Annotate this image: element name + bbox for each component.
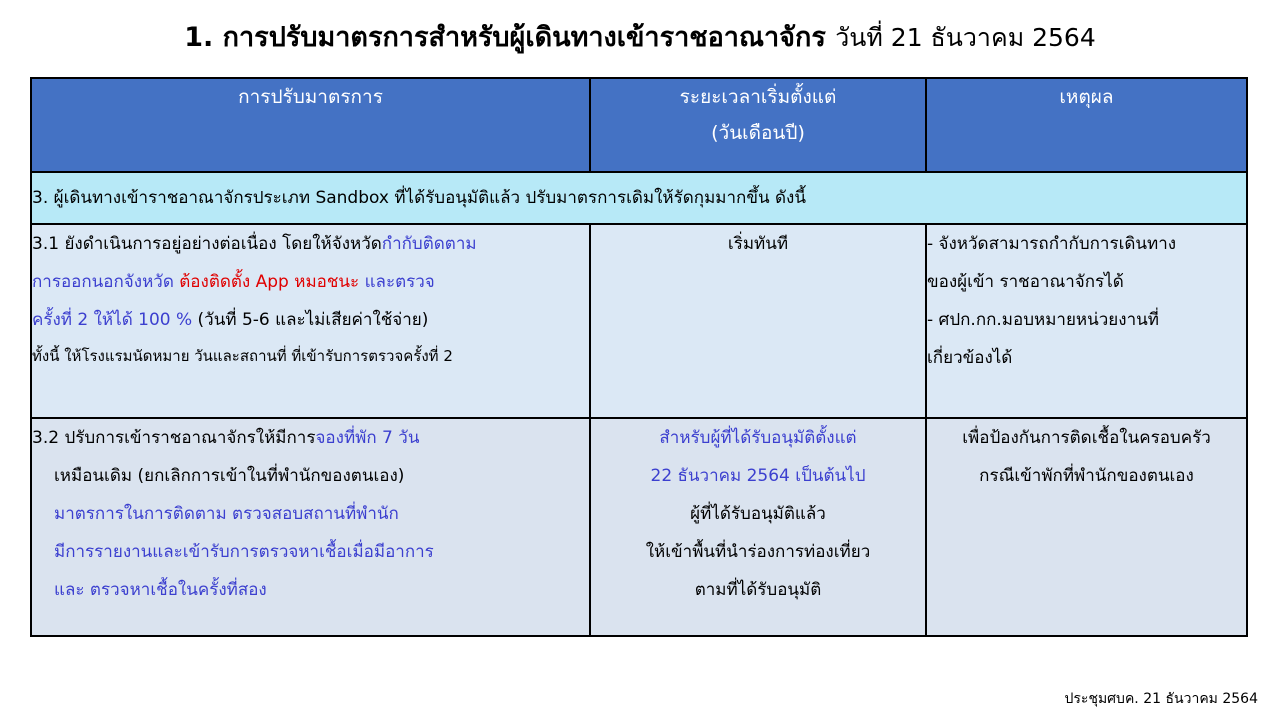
row2-period	[590, 418, 926, 636]
title-date: วันที่ 21 ธันวาคม 2564	[835, 23, 1096, 52]
row1-text: (วันที่ 5-6 และไม่เสียค่าใช้จ่าย)	[192, 310, 429, 330]
header-period	[590, 78, 926, 172]
title-main: 1. การปรับมาตรการสำหรับผู้เดินทางเข้าราชอาณาจักร	[184, 22, 826, 53]
row1-measure-line1	[32, 225, 589, 263]
page-title	[0, 18, 1280, 58]
footer-note: ประชุมศบค. 21 ธันวาคม 2564	[1064, 691, 1258, 707]
row2-reason	[926, 418, 1247, 636]
header-period-line1: ระยะเวลาเริ่มตั้งแต่	[679, 86, 837, 108]
row2-period-line3: ผู้ที่ได้รับอนุมัติแล้ว	[690, 504, 826, 524]
row1-highlight-blue: กำกับติดตาม	[381, 234, 477, 254]
row1-measure	[31, 224, 590, 418]
row1-text: 3.1 ยังดำเนินการอยู่อย่างต่อเนื่อง โดยให้จังหวัด	[32, 234, 382, 254]
row1-reason-line1: - จังหวัดสามารถกำกับการเดินทาง	[927, 234, 1177, 254]
row1-highlight-blue: และตรวจ	[359, 272, 435, 292]
table-row	[31, 418, 1247, 636]
section-heading: 3. ผู้เดินทางเข้าราชอาณาจักรประเภท Sandbox ที่ได้รับอนุมัติแล้ว ปรับมาตรการเดิมให้รัดกุมมากขึ้น ดังนี้	[31, 172, 1247, 224]
row2-measure-line3: มาตรการในการติดตาม ตรวจสอบสถานที่พำนัก	[54, 504, 399, 524]
row1-measure-line4: ทั้งนี้ ให้โรงแรมนัดหมาย วันและสถานที่ ที่เข้ารับการตรวจครั้งที่ 2	[32, 347, 453, 365]
row2-text: 3.2 ปรับการเข้าราชอาณาจักรให้มีการ	[32, 428, 316, 448]
row2-measure	[31, 418, 590, 636]
row2-measure-line5: และ ตรวจหาเชื้อในครั้งที่สอง	[54, 580, 267, 600]
row2-reason-line1: เพื่อป้องกันการติดเชื้อในครอบครัว	[962, 428, 1211, 448]
row1-measure-line2	[32, 263, 589, 301]
row2-period-line2: 22 ธันวาคม 2564 เป็นต้นไป	[650, 466, 866, 486]
row1-highlight-red: ต้องติดตั้ง App หมอชนะ	[179, 272, 360, 292]
measures-table	[30, 77, 1248, 637]
row2-period-line1: สำหรับผู้ที่ได้รับอนุมัติตั้งแต่	[659, 428, 857, 448]
row2-period-line4: ให้เข้าพื้นที่นำร่องการท่องเที่ยว	[645, 542, 871, 562]
row2-period-line5: ตามที่ได้รับอนุมัติ	[694, 580, 822, 600]
row2-measure-line2: เหมือนเดิม (ยกเลิกการเข้าในที่พำนักของตนเอง)	[54, 466, 405, 486]
row1-measure-line3	[32, 301, 589, 339]
table-header-row	[31, 78, 1247, 172]
row1-period: เริ่มทันที	[590, 224, 926, 418]
row1-reason-line3: - ศปก.กก.มอบหมายหน่วยงานที่	[927, 310, 1159, 330]
table-row	[31, 224, 1247, 418]
row1-reason-line4: เกี่ยวข้องได้	[927, 348, 1013, 368]
row2-reason-line2: กรณีเข้าพักที่พำนักของตนเอง	[979, 466, 1194, 486]
row2-measure-line1	[32, 419, 589, 457]
row1-reason-line2: ของผู้เข้า ราชอาณาจักรได้	[927, 272, 1124, 292]
header-reason: เหตุผล	[926, 78, 1247, 172]
section-row	[31, 172, 1247, 224]
row1-reason	[926, 224, 1247, 418]
row1-highlight-blue: การออกนอกจังหวัด	[32, 272, 180, 292]
row2-measure-line4: มีการรายงานและเข้ารับการตรวจหาเชื้อเมื่อมีอาการ	[54, 542, 434, 562]
header-period-line2: (วันเดือนปี)	[711, 122, 805, 144]
row1-highlight-blue: ครั้งที่ 2 ให้ได้ 100 %	[32, 310, 193, 330]
header-measure: การปรับมาตรการ	[31, 78, 590, 172]
row2-highlight-blue: จองที่พัก 7 วัน	[315, 428, 420, 448]
